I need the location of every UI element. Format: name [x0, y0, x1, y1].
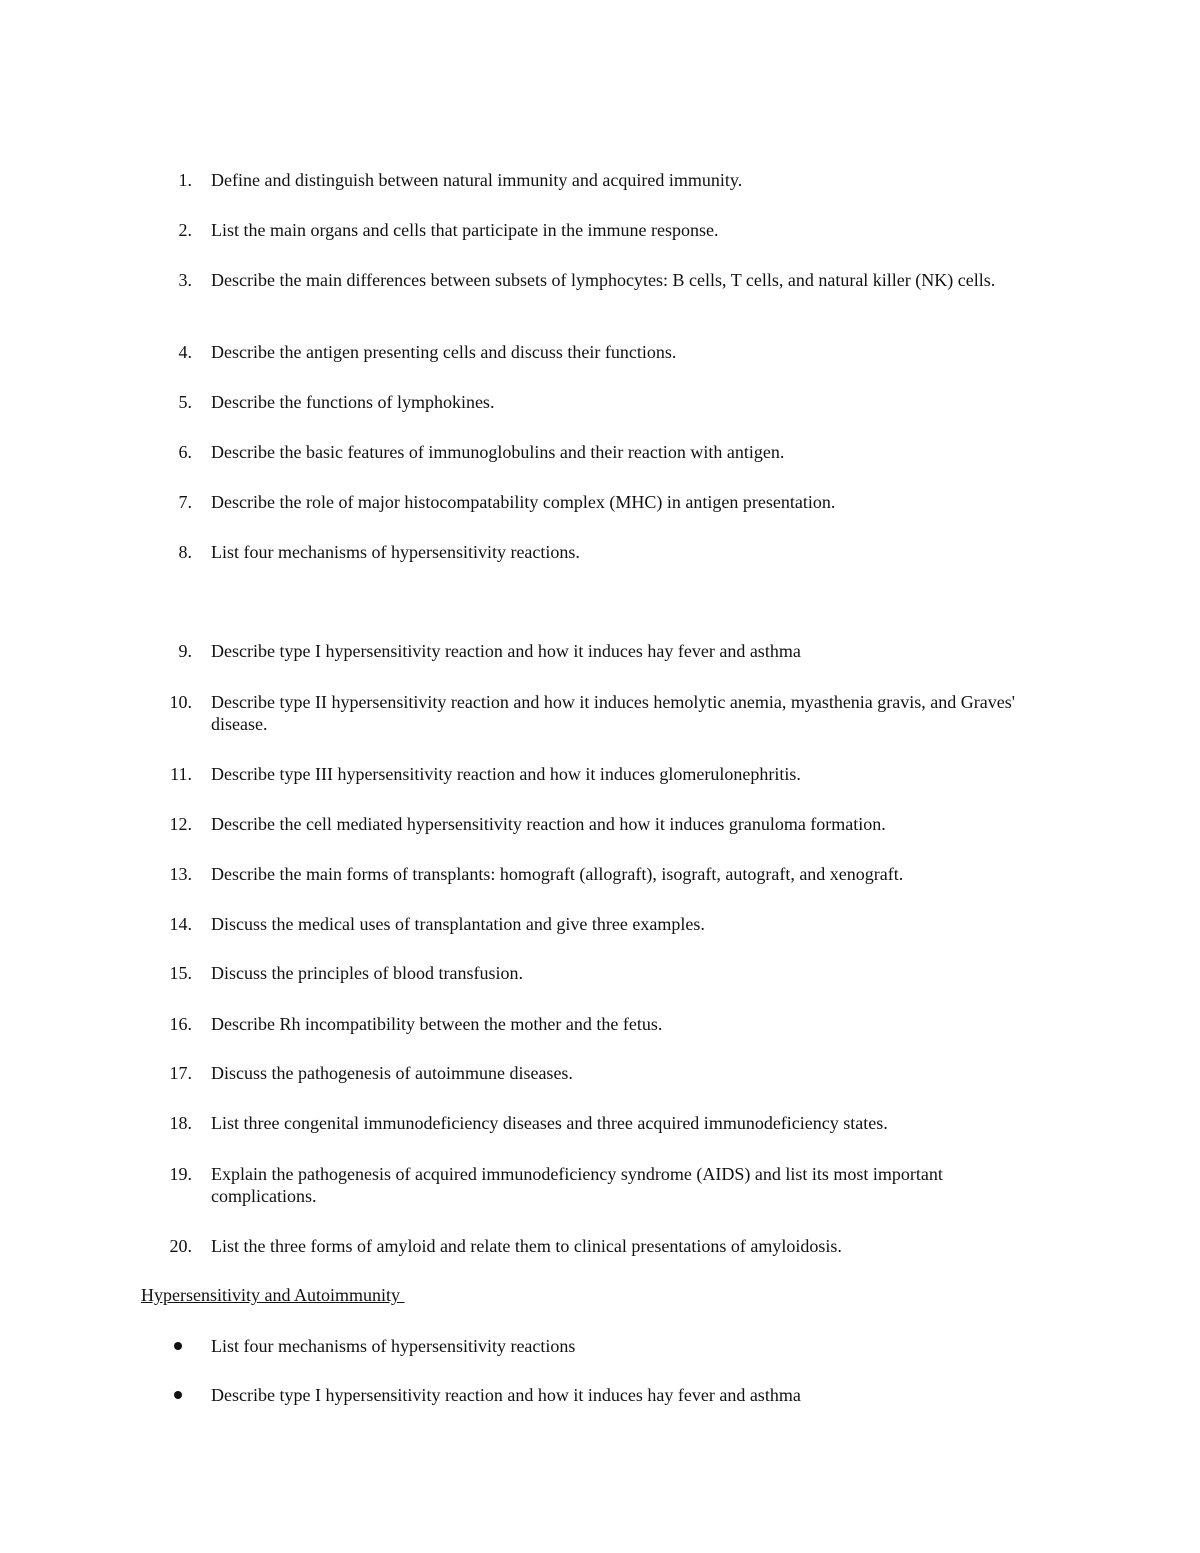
list-item-text: Discuss the principles of blood transfusion. [211, 963, 523, 983]
list-item-text: Describe the functions of lymphokines. [211, 392, 495, 412]
list-item-text: Discuss the medical uses of transplantation and give three examples. [211, 914, 705, 934]
list-item-number: 11. [170, 764, 192, 784]
list-item-text: Describe the main differences between subsets of lymphocytes: B cells, T cells, and natural killer (NK) cells. [211, 270, 996, 290]
list-item-number: 12. [169, 814, 192, 834]
list-item-number: 20. [169, 1236, 192, 1256]
list-item-number: 2. [178, 220, 192, 240]
list-item-number: 6. [178, 442, 192, 462]
list-item-number: 5. [178, 392, 192, 412]
list-item-text: Define and distinguish between natural immunity and acquired immunity. [211, 170, 743, 190]
list-item-text: Explain the pathogenesis of acquired immunodeficiency syndrome (AIDS) and list its most important complications. [211, 1164, 943, 1206]
list-item-text: Discuss the pathogenesis of autoimmune diseases. [211, 1063, 573, 1083]
list-item-text: Describe type I hypersensitivity reaction and how it induces hay fever and asthma [211, 641, 801, 661]
list-item-number: 1. [178, 170, 192, 190]
list-item-number: 14. [169, 914, 192, 934]
list-item-text: List four mechanisms of hypersensitivity reactions. [211, 542, 580, 562]
list-item-number: 4. [178, 342, 192, 362]
list-item-text: Describe the main forms of transplants: homograft (allograft), isograft, autograft, and xenograft. [211, 864, 904, 884]
bullet-item-text: Describe type I hypersensitivity reaction and how it induces hay fever and asthma [211, 1385, 801, 1405]
list-item-text: Describe type II hypersensitivity reaction and how it induces hemolytic anemia, myasthenia gravis, and Graves' disease. [211, 692, 1015, 734]
list-item-number: 7. [178, 492, 192, 512]
bullet-icon [174, 1384, 184, 1394]
list-item-text: Describe the antigen presenting cells and discuss their functions. [211, 342, 677, 362]
list-item-number: 19. [169, 1164, 192, 1184]
bullet-icon [174, 1335, 184, 1345]
list-item-text: List the main organs and cells that participate in the immune response. [211, 220, 719, 240]
list-item-number: 8. [178, 542, 192, 562]
list-item-number: 10. [169, 692, 192, 712]
bullet-item-text: List four mechanisms of hypersensitivity reactions [211, 1336, 576, 1356]
list-item-number: 9. [178, 641, 192, 661]
list-item-text: Describe Rh incompatibility between the mother and the fetus. [211, 1014, 663, 1034]
list-item-text: Describe the basic features of immunoglobulins and their reaction with antigen. [211, 442, 785, 462]
list-item-number: 17. [169, 1063, 192, 1083]
list-item-number: 15. [169, 963, 192, 983]
list-item-number: 16. [169, 1014, 192, 1034]
list-item-text: Describe type III hypersensitivity reaction and how it induces glomerulonephritis. [211, 764, 801, 784]
list-item-number: 13. [169, 864, 192, 884]
list-item-number: 18. [169, 1113, 192, 1133]
section-heading: Hypersensitivity and Autoimmunity [141, 1285, 405, 1305]
list-item-number: 3. [178, 270, 192, 290]
list-item-text: List three congenital immunodeficiency diseases and three acquired immunodeficiency states. [211, 1113, 888, 1133]
list-item-text: List the three forms of amyloid and relate them to clinical presentations of amyloidosis. [211, 1236, 842, 1256]
list-item-text: Describe the role of major histocompatability complex (MHC) in antigen presentation. [211, 492, 836, 512]
list-item-text: Describe the cell mediated hypersensitivity reaction and how it induces granuloma formation. [211, 814, 886, 834]
